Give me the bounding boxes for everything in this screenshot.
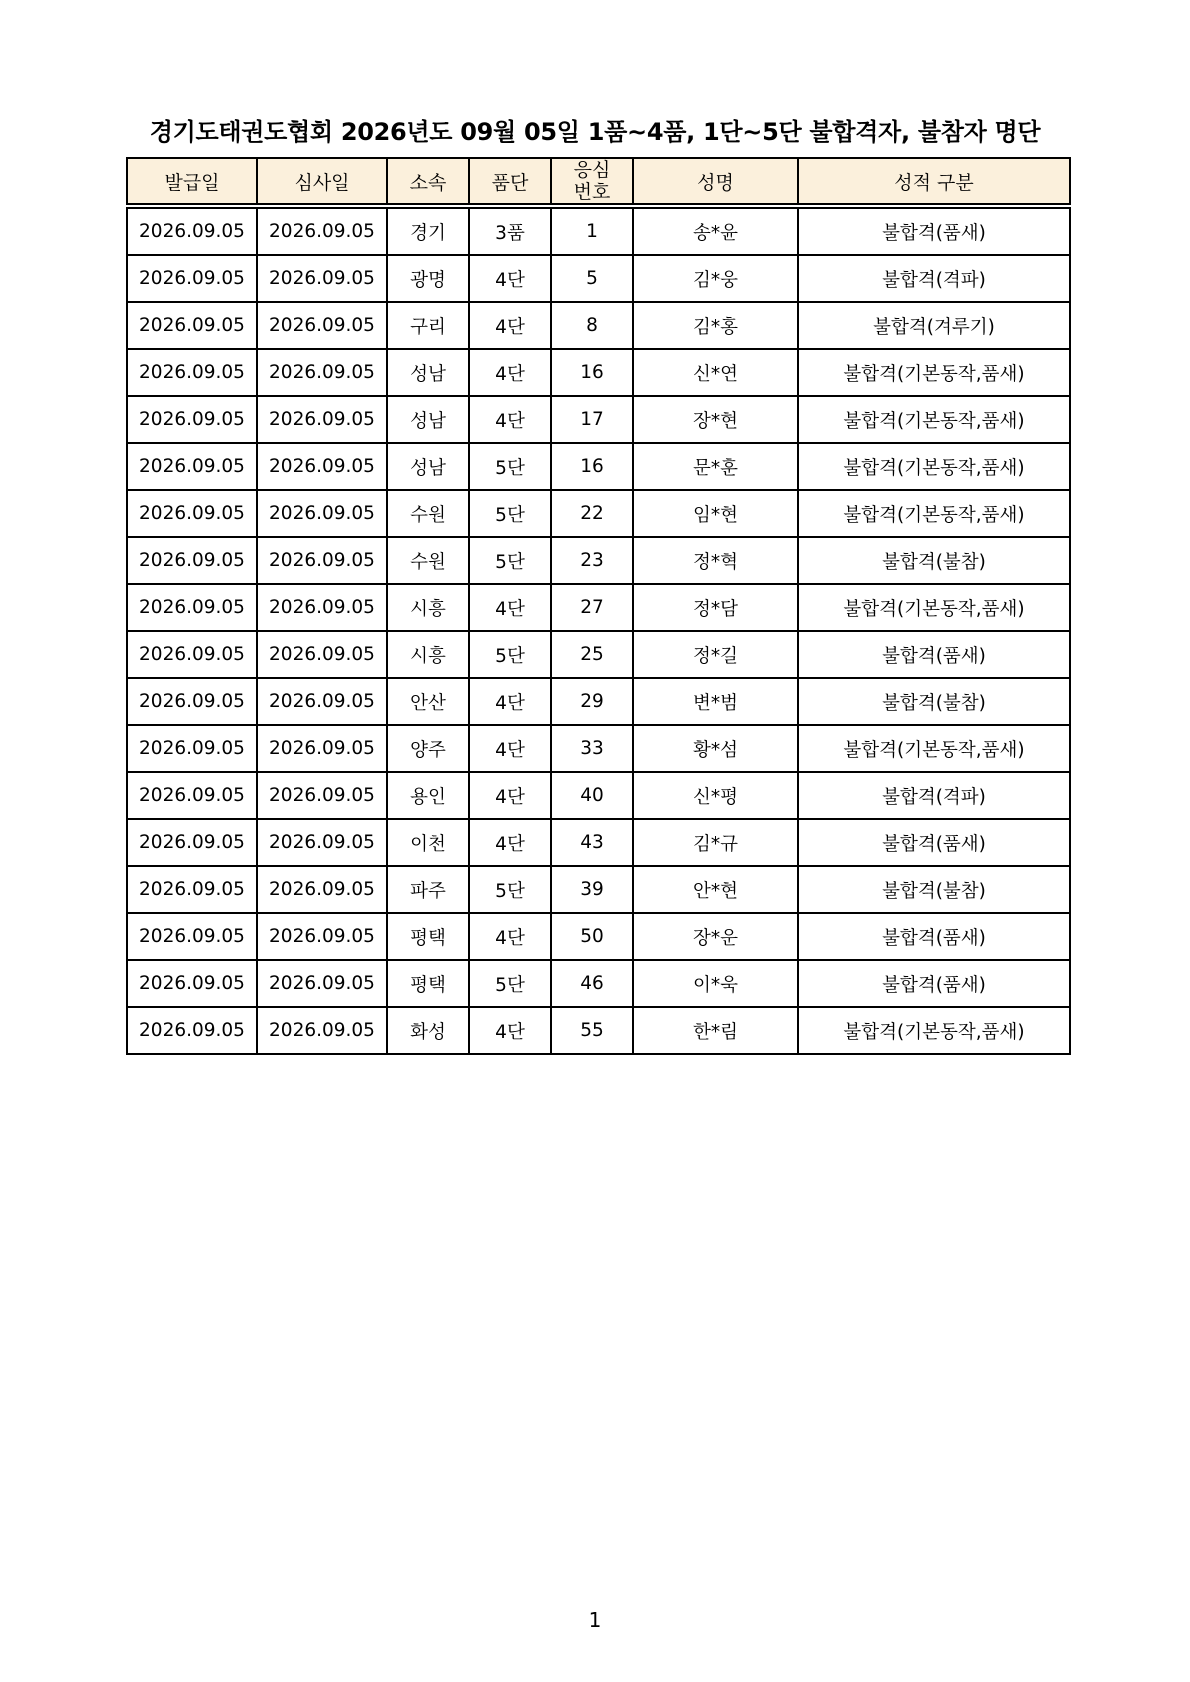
header-name: 성명 xyxy=(633,158,798,206)
cell-name: 신*연 xyxy=(633,349,798,396)
cell-affiliation: 광명 xyxy=(387,255,469,302)
cell-result: 불합격(기본동작,품새) xyxy=(798,443,1070,490)
table-row xyxy=(127,772,1070,819)
table-row xyxy=(127,396,1070,443)
cell-exam-number: 27 xyxy=(551,584,633,631)
cell-result: 불합격(품새) xyxy=(798,819,1070,866)
cell-exam-number: 23 xyxy=(551,537,633,584)
cell-exam-number: 16 xyxy=(551,443,633,490)
cell-issue-date: 2026.09.05 xyxy=(127,678,257,725)
cell-affiliation: 성남 xyxy=(387,443,469,490)
cell-exam-number: 29 xyxy=(551,678,633,725)
header-row xyxy=(127,158,1070,206)
cell-exam-date: 2026.09.05 xyxy=(257,913,387,960)
cell-affiliation: 양주 xyxy=(387,725,469,772)
cell-exam-date: 2026.09.05 xyxy=(257,206,387,255)
cell-name: 이*욱 xyxy=(633,960,798,1007)
table-row xyxy=(127,678,1070,725)
cell-rank: 4단 xyxy=(469,678,551,725)
cell-affiliation: 구리 xyxy=(387,302,469,349)
cell-affiliation: 경기 xyxy=(387,206,469,255)
cell-name: 김*웅 xyxy=(633,255,798,302)
cell-exam-number: 16 xyxy=(551,349,633,396)
table-row xyxy=(127,255,1070,302)
cell-result: 불합격(품새) xyxy=(798,206,1070,255)
cell-issue-date: 2026.09.05 xyxy=(127,1007,257,1054)
cell-result: 불합격(기본동작,품새) xyxy=(798,396,1070,443)
cell-exam-date: 2026.09.05 xyxy=(257,302,387,349)
cell-name: 신*평 xyxy=(633,772,798,819)
table-row xyxy=(127,819,1070,866)
cell-result: 불합격(기본동작,품새) xyxy=(798,584,1070,631)
cell-issue-date: 2026.09.05 xyxy=(127,584,257,631)
header-issue-date: 발급일 xyxy=(127,158,257,206)
cell-rank: 4단 xyxy=(469,819,551,866)
cell-affiliation: 파주 xyxy=(387,866,469,913)
table-row xyxy=(127,349,1070,396)
cell-rank: 4단 xyxy=(469,772,551,819)
header-exam-number: 응심 번호 xyxy=(551,158,633,206)
cell-exam-date: 2026.09.05 xyxy=(257,255,387,302)
table-body xyxy=(127,206,1070,1054)
cell-issue-date: 2026.09.05 xyxy=(127,302,257,349)
cell-exam-date: 2026.09.05 xyxy=(257,490,387,537)
cell-affiliation: 수원 xyxy=(387,490,469,537)
cell-exam-number: 22 xyxy=(551,490,633,537)
table-row xyxy=(127,490,1070,537)
cell-rank: 4단 xyxy=(469,255,551,302)
cell-rank: 5단 xyxy=(469,490,551,537)
cell-issue-date: 2026.09.05 xyxy=(127,819,257,866)
cell-result: 불합격(품새) xyxy=(798,913,1070,960)
table-row xyxy=(127,206,1070,255)
cell-issue-date: 2026.09.05 xyxy=(127,913,257,960)
header-exam-date: 심사일 xyxy=(257,158,387,206)
cell-rank: 5단 xyxy=(469,443,551,490)
cell-rank: 3품 xyxy=(469,206,551,255)
cell-affiliation: 수원 xyxy=(387,537,469,584)
cell-exam-date: 2026.09.05 xyxy=(257,443,387,490)
cell-rank: 4단 xyxy=(469,913,551,960)
cell-rank: 4단 xyxy=(469,302,551,349)
cell-name: 장*운 xyxy=(633,913,798,960)
cell-exam-number: 1 xyxy=(551,206,633,255)
cell-affiliation: 평택 xyxy=(387,913,469,960)
cell-exam-date: 2026.09.05 xyxy=(257,537,387,584)
cell-result: 불합격(불참) xyxy=(798,537,1070,584)
cell-issue-date: 2026.09.05 xyxy=(127,772,257,819)
table-row xyxy=(127,1007,1070,1054)
cell-issue-date: 2026.09.05 xyxy=(127,725,257,772)
cell-result: 불합격(격파) xyxy=(798,255,1070,302)
cell-exam-date: 2026.09.05 xyxy=(257,819,387,866)
cell-exam-number: 46 xyxy=(551,960,633,1007)
cell-exam-date: 2026.09.05 xyxy=(257,866,387,913)
page-number: 1 xyxy=(588,1608,602,1632)
table-row xyxy=(127,302,1070,349)
cell-exam-date: 2026.09.05 xyxy=(257,584,387,631)
cell-name: 김*규 xyxy=(633,819,798,866)
cell-exam-date: 2026.09.05 xyxy=(257,960,387,1007)
cell-rank: 4단 xyxy=(469,349,551,396)
cell-result: 불합격(기본동작,품새) xyxy=(798,349,1070,396)
table-row xyxy=(127,913,1070,960)
cell-exam-number: 40 xyxy=(551,772,633,819)
cell-name: 정*혁 xyxy=(633,537,798,584)
cell-result: 불합격(격파) xyxy=(798,772,1070,819)
cell-exam-number: 17 xyxy=(551,396,633,443)
cell-affiliation: 성남 xyxy=(387,396,469,443)
cell-issue-date: 2026.09.05 xyxy=(127,631,257,678)
cell-result: 불합격(불참) xyxy=(798,866,1070,913)
cell-result: 불합격(기본동작,품새) xyxy=(798,490,1070,537)
cell-issue-date: 2026.09.05 xyxy=(127,206,257,255)
cell-name: 황*섬 xyxy=(633,725,798,772)
cell-name: 김*홍 xyxy=(633,302,798,349)
cell-rank: 5단 xyxy=(469,960,551,1007)
cell-result: 불합격(품새) xyxy=(798,631,1070,678)
cell-exam-number: 39 xyxy=(551,866,633,913)
cell-name: 정*길 xyxy=(633,631,798,678)
cell-rank: 4단 xyxy=(469,1007,551,1054)
cell-issue-date: 2026.09.05 xyxy=(127,396,257,443)
cell-name: 변*범 xyxy=(633,678,798,725)
cell-rank: 4단 xyxy=(469,396,551,443)
cell-exam-date: 2026.09.05 xyxy=(257,349,387,396)
cell-exam-date: 2026.09.05 xyxy=(257,1007,387,1054)
cell-issue-date: 2026.09.05 xyxy=(127,255,257,302)
cell-exam-number: 43 xyxy=(551,819,633,866)
cell-rank: 5단 xyxy=(469,537,551,584)
cell-exam-number: 55 xyxy=(551,1007,633,1054)
cell-name: 임*현 xyxy=(633,490,798,537)
cell-rank: 4단 xyxy=(469,584,551,631)
cell-result: 불합격(기본동작,품새) xyxy=(798,725,1070,772)
table-row xyxy=(127,584,1070,631)
cell-affiliation: 화성 xyxy=(387,1007,469,1054)
table-row xyxy=(127,725,1070,772)
cell-exam-date: 2026.09.05 xyxy=(257,725,387,772)
cell-exam-number: 8 xyxy=(551,302,633,349)
cell-rank: 5단 xyxy=(469,866,551,913)
cell-rank: 4단 xyxy=(469,725,551,772)
header-affiliation: 소속 xyxy=(387,158,469,206)
results-table xyxy=(126,157,1071,1055)
cell-name: 한*림 xyxy=(633,1007,798,1054)
cell-exam-date: 2026.09.05 xyxy=(257,396,387,443)
cell-affiliation: 성남 xyxy=(387,349,469,396)
cell-exam-number: 25 xyxy=(551,631,633,678)
cell-affiliation: 시흥 xyxy=(387,631,469,678)
table-row xyxy=(127,960,1070,1007)
cell-name: 문*훈 xyxy=(633,443,798,490)
cell-affiliation: 용인 xyxy=(387,772,469,819)
cell-exam-date: 2026.09.05 xyxy=(257,772,387,819)
cell-name: 송*윤 xyxy=(633,206,798,255)
cell-issue-date: 2026.09.05 xyxy=(127,490,257,537)
document-title: 경기도태권도협회 2026년도 09월 05일 1품~4품, 1단~5단 불합격자, 불참자 명단 xyxy=(149,118,1041,146)
header-rank: 품단 xyxy=(469,158,551,206)
cell-exam-date: 2026.09.05 xyxy=(257,678,387,725)
cell-name: 정*담 xyxy=(633,584,798,631)
cell-issue-date: 2026.09.05 xyxy=(127,443,257,490)
cell-result: 불합격(기본동작,품새) xyxy=(798,1007,1070,1054)
cell-issue-date: 2026.09.05 xyxy=(127,537,257,584)
table-row xyxy=(127,631,1070,678)
cell-rank: 5단 xyxy=(469,631,551,678)
cell-affiliation: 시흥 xyxy=(387,584,469,631)
cell-issue-date: 2026.09.05 xyxy=(127,866,257,913)
cell-exam-date: 2026.09.05 xyxy=(257,631,387,678)
table-row xyxy=(127,866,1070,913)
cell-name: 안*현 xyxy=(633,866,798,913)
table-row xyxy=(127,443,1070,490)
cell-name: 장*현 xyxy=(633,396,798,443)
cell-issue-date: 2026.09.05 xyxy=(127,349,257,396)
cell-exam-number: 33 xyxy=(551,725,633,772)
cell-affiliation: 안산 xyxy=(387,678,469,725)
cell-affiliation: 평택 xyxy=(387,960,469,1007)
cell-exam-number: 5 xyxy=(551,255,633,302)
header-result: 성적 구분 xyxy=(798,158,1070,206)
cell-result: 불합격(겨루기) xyxy=(798,302,1070,349)
cell-result: 불합격(품새) xyxy=(798,960,1070,1007)
table-row xyxy=(127,537,1070,584)
cell-affiliation: 이천 xyxy=(387,819,469,866)
cell-exam-number: 50 xyxy=(551,913,633,960)
cell-result: 불합격(불참) xyxy=(798,678,1070,725)
cell-issue-date: 2026.09.05 xyxy=(127,960,257,1007)
table-header xyxy=(127,158,1070,206)
